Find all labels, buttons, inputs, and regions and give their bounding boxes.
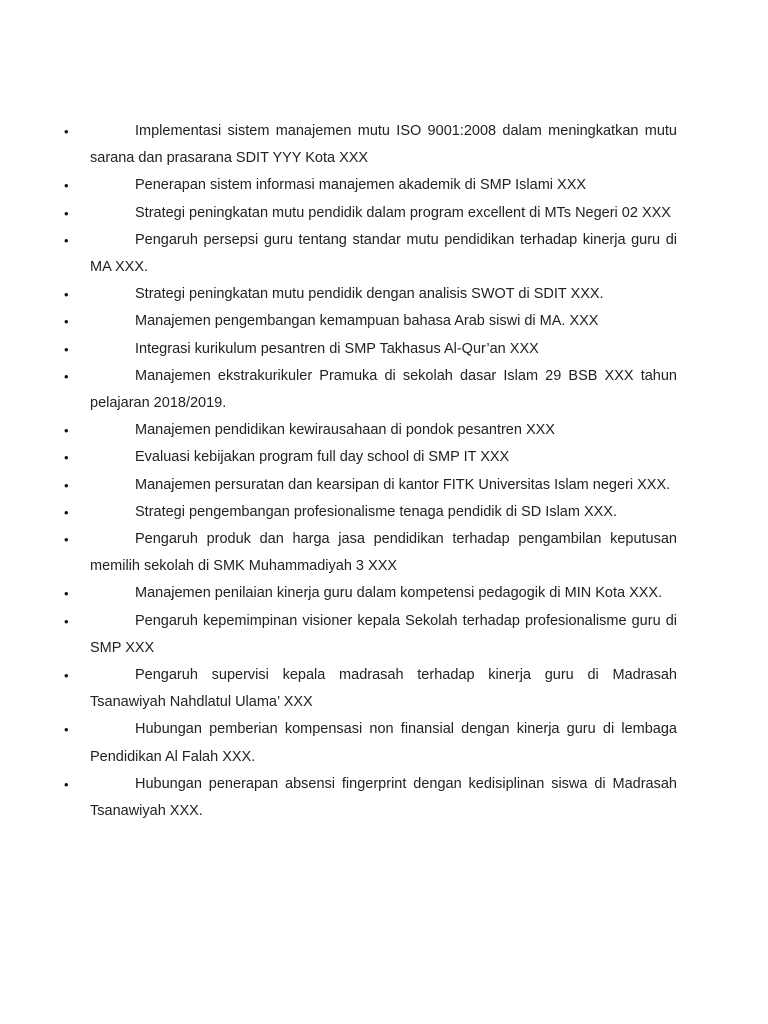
list-item-text: Manajemen pengembangan kemampuan bahasa Arab siswi di MA. XXX bbox=[135, 313, 599, 330]
bullet-icon: • bbox=[64, 205, 69, 221]
list-item-text: Strategi peningkatan mutu pendidik dengan analisis SWOT di SDIT XXX. bbox=[135, 286, 604, 303]
list-item bbox=[64, 118, 677, 172]
list-item-text: Integrasi kurikulum pesantren di SMP Takhasus Al-Qur’an XXX bbox=[135, 340, 539, 357]
bullet-icon: • bbox=[64, 532, 69, 548]
bullet-icon: • bbox=[64, 232, 69, 248]
list-item-text: Pengaruh persepsi guru tentang standar mutu pendidikan terhadap kinerja guru di MA XXX. bbox=[90, 231, 677, 276]
list-item bbox=[64, 281, 677, 308]
list-item-text: Pengaruh supervisi kepala madrasah terhadap kinerja guru di Madrasah Tsanawiyah Nahdlatul Ulama’ XXX bbox=[90, 667, 677, 711]
bullet-icon: • bbox=[64, 586, 69, 602]
bullet-icon: • bbox=[64, 423, 69, 439]
list-item-text: Hubungan penerapan absensi fingerprint dengan kedisiplinan siswa di Madrasah Tsanawiyah XXX. bbox=[90, 775, 677, 820]
list-item bbox=[64, 308, 677, 335]
bullet-icon: • bbox=[64, 124, 69, 139]
list-item-text: Strategi peningkatan mutu pendidik dalam program excellent di MTs Negeri 02 XXX bbox=[135, 204, 671, 221]
bullet-icon: • bbox=[64, 178, 69, 194]
list-item bbox=[64, 662, 677, 716]
list-item bbox=[64, 172, 677, 199]
bullet-icon: • bbox=[64, 613, 69, 629]
list-item-text: Hubungan pemberian kompensasi non finansial dengan kinerja guru di lembaga Pendidikan Al Falah XXX. bbox=[90, 721, 677, 765]
list-item-text: Implementasi sistem manajemen mutu ISO 9001:2008 dalam meningkatkan mutu sarana dan prasarana SDIT YYY Kota XXX bbox=[90, 123, 677, 167]
bullet-icon: • bbox=[64, 314, 69, 330]
list-item bbox=[64, 200, 677, 227]
list-item bbox=[64, 363, 677, 417]
list-item-text: Evaluasi kebijakan program full day school di SMP IT XXX bbox=[135, 449, 510, 466]
list-item-text: Manajemen penilaian kinerja guru dalam kompetensi pedagogik di MIN Kota XXX. bbox=[135, 585, 663, 602]
list-item bbox=[64, 336, 677, 363]
bullet-icon: • bbox=[64, 287, 69, 303]
bullet-icon: • bbox=[64, 776, 69, 792]
list-item-text: Penerapan sistem informasi manajemen akademik di SMP Islami XXX bbox=[135, 177, 587, 194]
list-item bbox=[64, 499, 677, 526]
bullet-icon: • bbox=[64, 341, 69, 357]
list-item-text: Pengaruh kepemimpinan visioner kepala Sekolah terhadap profesionalisme guru di SMP XXX bbox=[90, 612, 677, 656]
list-item bbox=[64, 580, 677, 607]
bullet-icon: • bbox=[64, 368, 69, 384]
list-item bbox=[64, 417, 677, 444]
list-item-text: Pengaruh produk dan harga jasa pendidikan terhadap pengambilan keputusan memilih sekolah di SMK Muhammadiyah 3 XXX bbox=[90, 531, 677, 575]
list-item bbox=[64, 716, 677, 770]
list-item-text: Manajemen ekstrakurikuler Pramuka di sekolah dasar Islam 29 BSB XXX tahun pelajaran 2018/2019. bbox=[90, 367, 677, 412]
list-item bbox=[64, 771, 677, 825]
bullet-icon: • bbox=[64, 450, 69, 466]
list-item bbox=[64, 526, 677, 580]
list-item-text: Manajemen persuratan dan kearsipan di kantor FITK Universitas Islam negeri XXX. bbox=[135, 476, 671, 493]
list-item-text: Strategi pengembangan profesionalisme tenaga pendidik di SD Islam XXX. bbox=[135, 503, 618, 520]
list-item bbox=[64, 472, 677, 499]
list-item bbox=[64, 608, 677, 662]
list-item bbox=[64, 444, 677, 471]
bullet-icon: • bbox=[64, 477, 69, 493]
list-item bbox=[64, 227, 677, 281]
bullet-icon: • bbox=[64, 722, 69, 738]
bullet-icon: • bbox=[64, 668, 69, 684]
thesis-title-list bbox=[0, 118, 768, 825]
bullet-icon: • bbox=[64, 504, 69, 520]
list-item-text: Manajemen pendidikan kewirausahaan di pondok pesantren XXX bbox=[135, 422, 555, 439]
